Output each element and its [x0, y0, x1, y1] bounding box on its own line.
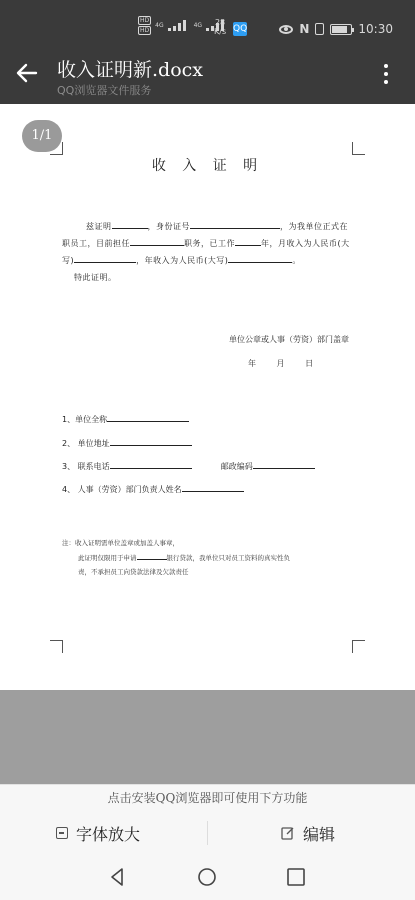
clock: 10:30	[358, 22, 393, 36]
signature-line: 单位公章或人事（劳资）部门盖章	[229, 335, 349, 344]
closing-text: 特此证明。	[74, 273, 117, 282]
list-item: 1、单位全称	[62, 412, 189, 425]
page-indicator: 1/1	[22, 120, 62, 152]
edit-icon	[281, 826, 295, 840]
document-title: 收 入 证 明	[151, 158, 264, 174]
hd-badge: HD	[140, 27, 150, 34]
nav-recent-icon[interactable]	[285, 866, 307, 888]
note-text: 注：收入证明需单位盖章或加盖人事章， 此证明仅限用于申请 银行贷款，我单位只对员工资料的真实性负 责，不承担员工向贷款法律及欠款责任	[62, 539, 290, 576]
top-bar	[0, 0, 415, 104]
network-type: 4G	[193, 22, 203, 29]
hd-badge: HD	[140, 17, 150, 24]
list-item: 3、 联系电话 邮政编码	[62, 459, 315, 472]
font-zoom-label: 字体放大	[76, 824, 141, 844]
nav-back-icon[interactable]	[107, 866, 129, 888]
back-arrow-icon[interactable]	[14, 60, 40, 86]
network-speed: 28 K/s	[214, 18, 227, 36]
nav-home-icon[interactable]	[196, 866, 218, 888]
page-title: 收入证明新.docx	[57, 59, 203, 81]
divider	[207, 821, 208, 845]
signal-icon	[168, 20, 190, 31]
font-zoom-icon	[56, 827, 68, 839]
date-line: 年 月 日	[248, 359, 314, 368]
install-hint[interactable]: 点击安装QQ浏览器即可使用下方功能	[107, 791, 308, 805]
bottom-toolbar	[0, 784, 415, 854]
document-page[interactable]	[0, 104, 415, 690]
vibrate-icon	[315, 23, 324, 35]
margin-mark	[352, 640, 365, 653]
status-bar	[0, 14, 415, 44]
margin-mark	[352, 142, 365, 155]
certificate-body: 兹证明 ，身份证号 ，为我单位正式在职员工，目前担任 职务，已工作 年，月收入为人民币(大写) ，年收入为人民币(大写) 。 特此证明。	[62, 218, 354, 286]
nfc-icon: N	[299, 22, 310, 36]
more-icon[interactable]	[383, 64, 389, 88]
font-zoom-button[interactable]	[56, 819, 140, 847]
page-subtitle: QQ浏览器文件服务	[57, 84, 152, 97]
edit-label: 编辑	[303, 824, 336, 844]
battery-icon	[330, 24, 352, 35]
list-item: 2、 单位地址	[62, 436, 192, 449]
margin-mark	[50, 142, 63, 155]
app-notification-icon: QQ	[233, 24, 248, 34]
viewer-background	[0, 690, 415, 784]
list-item: 4、 人事（劳资）部门负责人姓名	[62, 482, 244, 495]
system-nav-bar	[0, 854, 415, 900]
eye-comfort-icon	[279, 25, 293, 34]
network-type: 4G	[155, 22, 164, 29]
status-icons	[279, 22, 393, 36]
edit-button[interactable]	[281, 819, 335, 847]
margin-mark	[50, 640, 63, 653]
